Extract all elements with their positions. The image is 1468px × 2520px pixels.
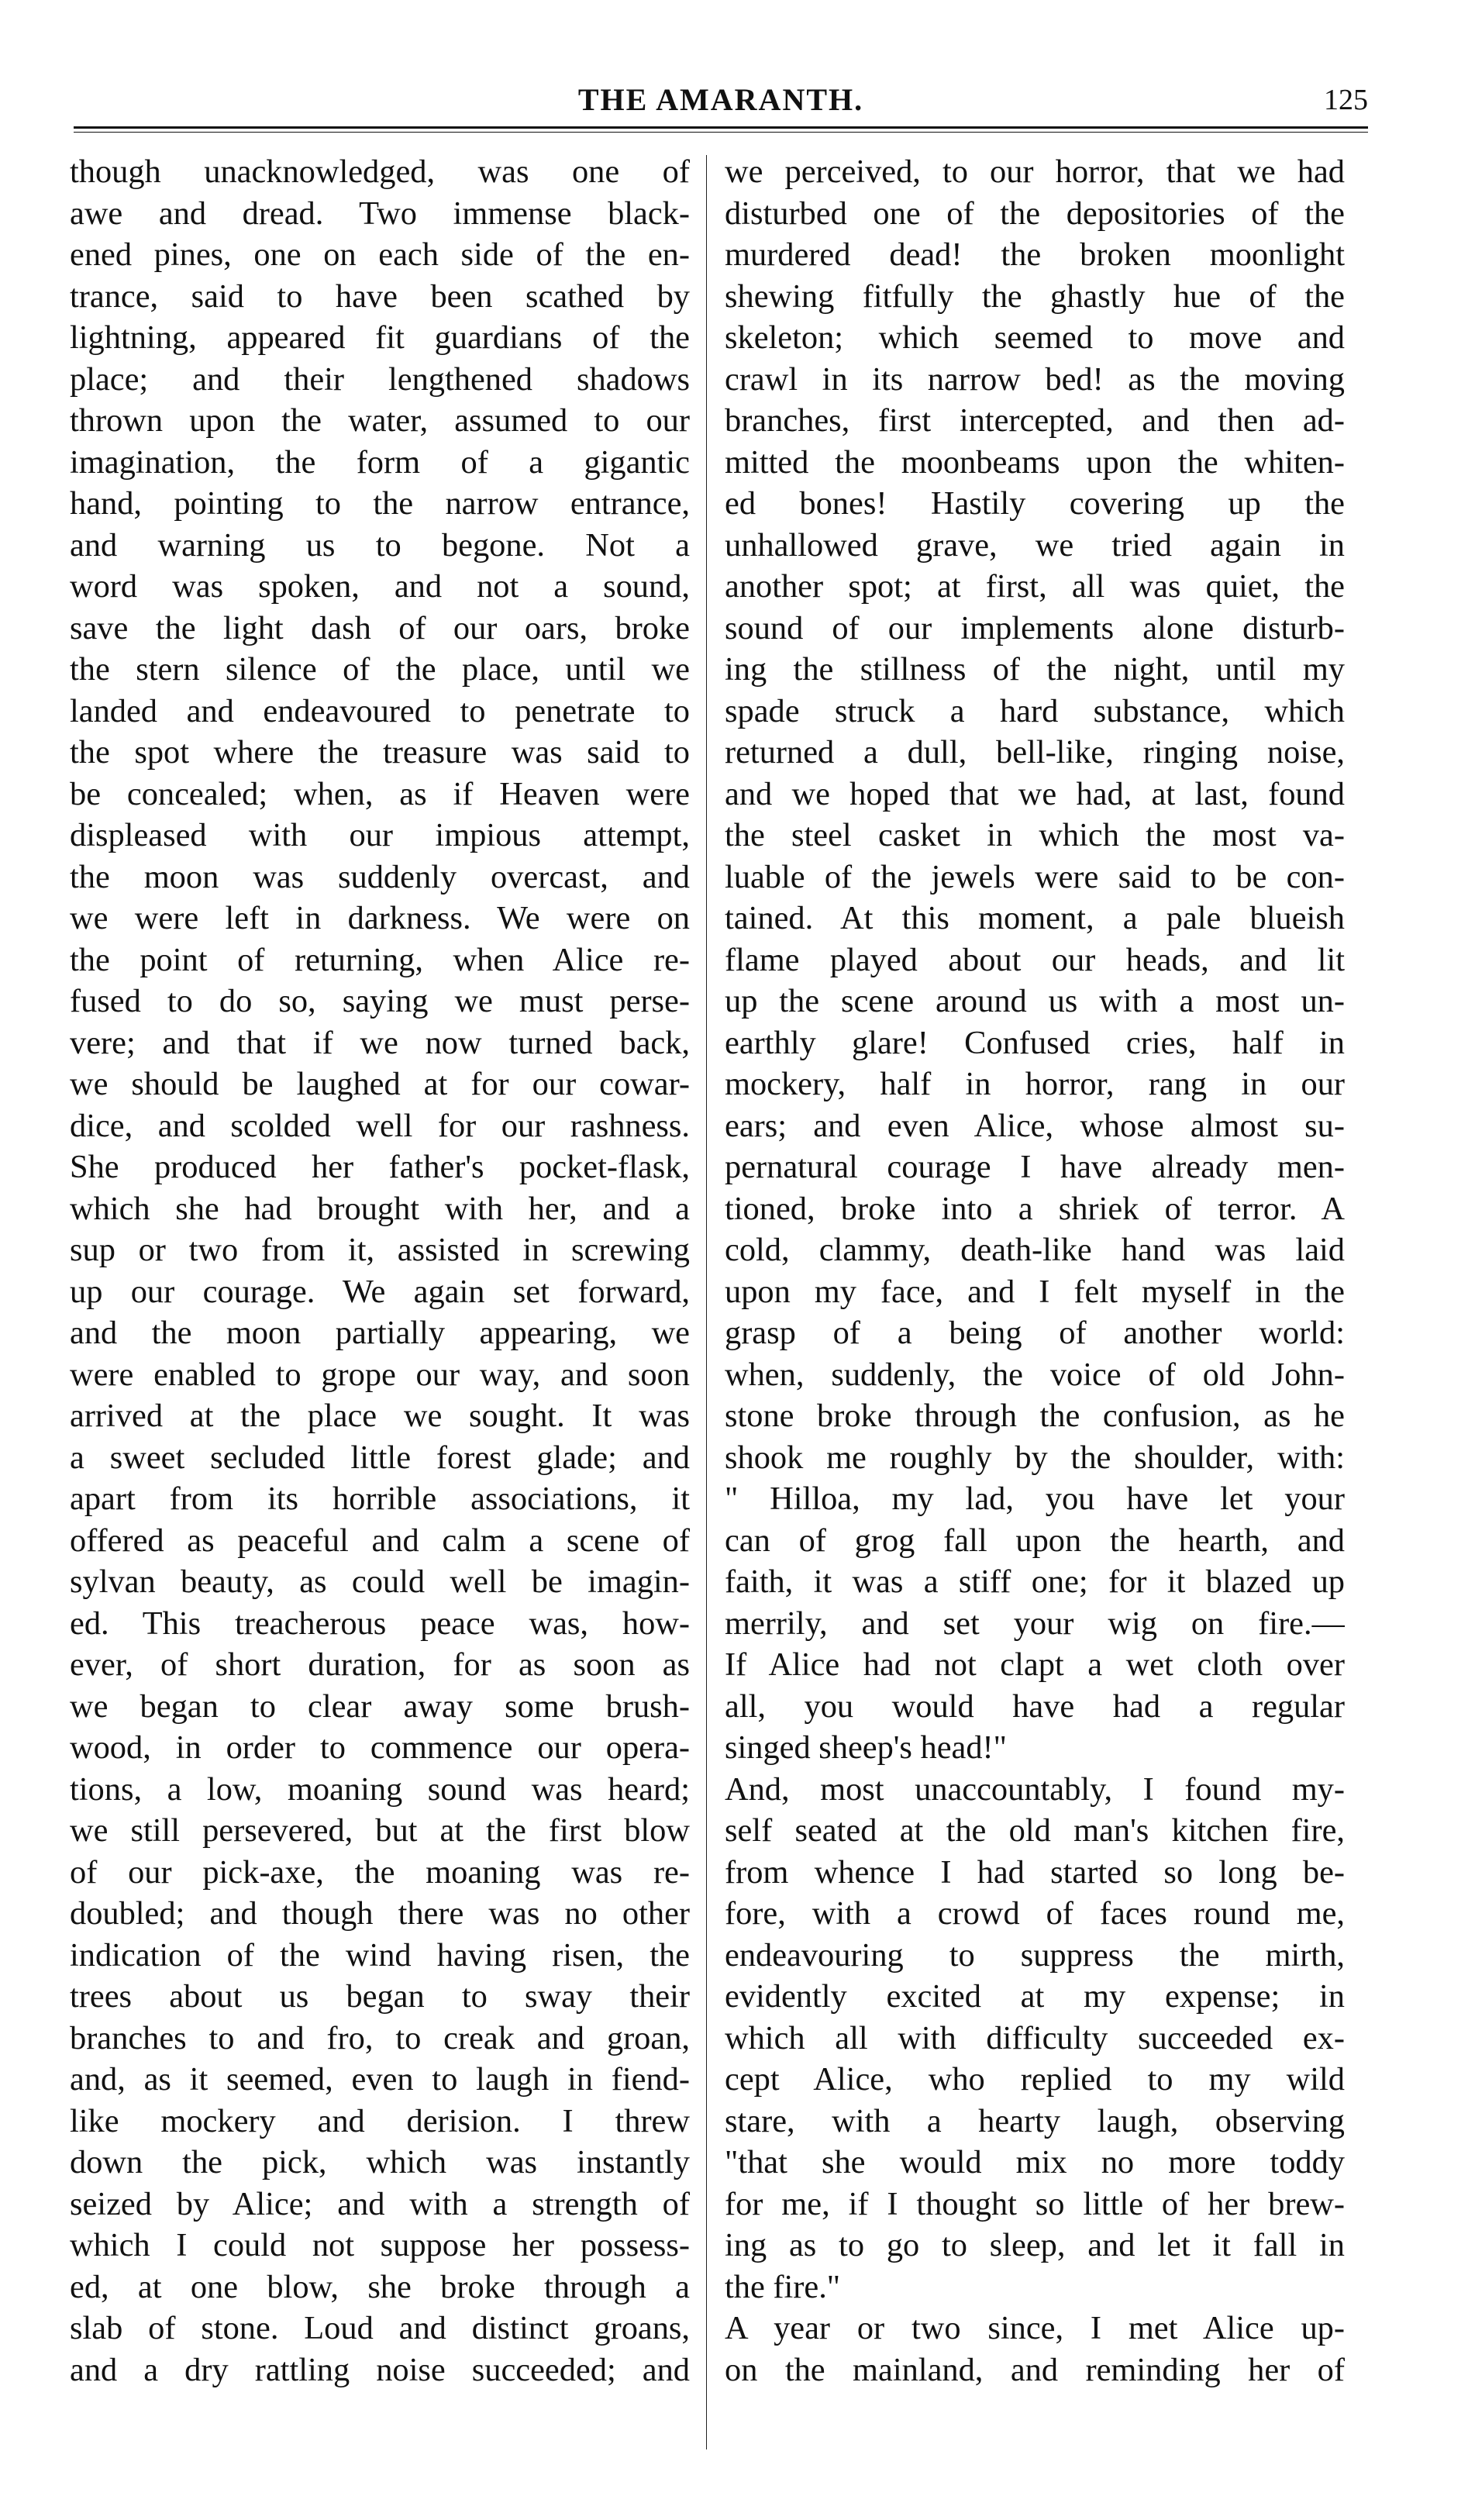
text-line: the moon was suddenly overcast, and: [70, 858, 690, 895]
text-line: lightning, appeared fit guardians of the: [70, 319, 690, 356]
text-line: If Alice had not clapt a wet cloth over: [725, 1646, 1345, 1683]
text-line: grasp of a being of another world:: [725, 1315, 1345, 1351]
text-line: we should be laughed at for our cowar-: [70, 1066, 690, 1102]
text-line: disturbed one of the depositories of the: [725, 195, 1345, 232]
text-line: ing the stillness of the night, until my: [725, 651, 1345, 688]
text-line: apart from its horrible associations, it: [70, 1481, 690, 1517]
text-line: hand, pointing to the narrow entrance,: [70, 485, 690, 522]
text-line: the stern silence of the place, until we: [70, 651, 690, 688]
text-line: crawl in its narrow bed! as the moving: [725, 360, 1345, 398]
text-line: from whence I had started so long be-: [725, 1853, 1345, 1891]
text-line: wood, in order to commence our opera-: [70, 1729, 690, 1766]
text-line: " Hilloa, my lad, you have let your: [725, 1481, 1345, 1517]
text-line: And, most unaccountably, I found my-: [725, 1770, 1345, 1808]
text-line: stare, with a hearty laugh, observing: [725, 2102, 1345, 2139]
text-line: up the scene around us with a most un-: [725, 983, 1345, 1019]
text-line: arrived at the place we sought. It was: [70, 1398, 690, 1434]
text-line: branches, first intercepted, and then ad-: [725, 402, 1345, 439]
text-line: ed, at one blow, she broke through a: [70, 2268, 690, 2305]
text-line: flame played about our heads, and lit: [725, 941, 1345, 978]
text-line: A year or two since, I met Alice up-: [725, 2310, 1345, 2346]
text-line: can of grog fall upon the hearth, and: [725, 1522, 1345, 1559]
text-line: and the moon partially appearing, we: [70, 1315, 690, 1351]
text-line: merrily, and set your wig on fire.—: [725, 1605, 1345, 1642]
text-line: singed sheep's head!": [725, 1729, 1007, 1766]
text-line: ed bones! Hastily covering up the: [725, 485, 1345, 522]
text-line: shewing fitfully the ghastly hue of the: [725, 278, 1345, 315]
text-line: when, suddenly, the voice of old John-: [725, 1356, 1345, 1393]
text-line: unhallowed grave, we tried again in: [725, 526, 1345, 564]
text-line: sup or two from it, assisted in screwing: [70, 1232, 690, 1268]
text-line: of our pick-axe, the moaning was re-: [70, 1853, 690, 1891]
text-line: and we hoped that we had, at last, found: [725, 775, 1345, 812]
text-line: ears; and even Alice, whose almost su-: [725, 1107, 1345, 1144]
text-line: word was spoken, and not a sound,: [70, 568, 690, 605]
text-line: earthly glare! Confused cries, half in: [725, 1024, 1345, 1061]
text-line: thrown upon the water, assumed to our: [70, 402, 690, 439]
text-line: branches to and fro, to creak and groan,: [70, 2019, 690, 2056]
text-line: tioned, broke into a shriek of terror. A: [725, 1190, 1345, 1227]
text-line: the steel casket in which the most va-: [725, 817, 1345, 853]
text-line: tions, a low, moaning sound was heard;: [70, 1770, 690, 1808]
text-line: which all with difficulty succeeded ex-: [725, 2019, 1345, 2056]
text-line: luable of the jewels were said to be con-: [725, 858, 1345, 895]
text-line: we began to clear away some brush-: [70, 1687, 690, 1725]
text-line: stone broke through the confusion, as he: [725, 1398, 1345, 1434]
column-divider: [706, 155, 707, 2449]
text-line: sound of our implements alone disturb-: [725, 609, 1345, 646]
text-line: upon my face, and I felt myself in the: [725, 1273, 1345, 1310]
text-line: the fire.": [725, 2268, 841, 2305]
text-line: shook me roughly by the shoulder, with:: [725, 1439, 1345, 1476]
text-line: we were left in darkness. We were on: [70, 900, 690, 936]
text-line: the point of returning, when Alice re-: [70, 941, 690, 978]
text-line: endeavouring to suppress the mirth,: [725, 1936, 1345, 1974]
text-line: which she had brought with her, and a: [70, 1190, 690, 1227]
text-line: murdered dead! the broken moonlight: [725, 236, 1345, 273]
page-number: 125: [1324, 84, 1368, 116]
text-line: cept Alice, who replied to my wild: [725, 2061, 1345, 2098]
text-line: be concealed; when, as if Heaven were: [70, 775, 690, 812]
text-line: we still persevered, but at the first blow: [70, 1812, 690, 1849]
text-line: another spot; at first, all was quiet, the: [725, 568, 1345, 605]
text-line: trees about us began to sway their: [70, 1978, 690, 2015]
text-line: ing as to go to sleep, and let it fall in: [725, 2227, 1345, 2263]
text-line: though unacknowledged, was one of: [70, 153, 690, 190]
text-line: slab of stone. Loud and distinct groans,: [70, 2310, 690, 2346]
text-line: She produced her father's pocket-flask,: [70, 1149, 690, 1185]
text-line: vere; and that if we now turned back,: [70, 1024, 690, 1061]
text-line: on the mainland, and reminding her of: [725, 2351, 1345, 2388]
text-line: for me, if I thought so little of her brew-: [725, 2185, 1345, 2222]
text-line: doubled; and though there was no other: [70, 1895, 690, 1932]
text-line: all, you would have had a regular: [725, 1687, 1345, 1725]
text-line: and a dry rattling noise succeeded; and: [70, 2351, 690, 2388]
text-line: sylvan beauty, as could well be imagin-: [70, 1563, 690, 1600]
text-line: awe and dread. Two immense black-: [70, 195, 690, 232]
left-column: [70, 151, 690, 2469]
text-line: the spot where the treasure was said to: [70, 734, 690, 770]
text-line: place; and their lengthened shadows: [70, 360, 690, 398]
header-rule: [74, 126, 1368, 133]
text-line: displeased with our impious attempt,: [70, 817, 690, 853]
text-line: and warning us to begone. Not a: [70, 526, 690, 564]
text-line: down the pick, which was instantly: [70, 2144, 690, 2180]
text-line: mitted the moonbeams upon the whiten-: [725, 443, 1345, 481]
text-line: returned a dull, bell-like, ringing noise,: [725, 734, 1345, 770]
text-line: indication of the wind having risen, the: [70, 1936, 690, 1974]
text-line: fore, with a crowd of faces round me,: [725, 1895, 1345, 1932]
running-title: THE AMARANTH.: [577, 82, 864, 117]
text-line: pernatural courage I have already men-: [725, 1149, 1345, 1185]
text-line: mockery, half in horror, rang in our: [725, 1066, 1345, 1102]
text-line: ed. This treacherous peace was, how-: [70, 1605, 690, 1642]
text-line: evidently excited at my expense; in: [725, 1978, 1345, 2015]
text-line: seized by Alice; and with a strength of: [70, 2185, 690, 2222]
right-column: [725, 151, 1345, 2469]
text-line: dice, and scolded well for our rashness.: [70, 1107, 690, 1144]
text-line: save the light dash of our oars, broke: [70, 609, 690, 646]
text-line: we perceived, to our horror, that we had: [725, 153, 1345, 190]
page-header: [74, 74, 1368, 128]
text-line: fused to do so, saying we must perse-: [70, 983, 690, 1019]
text-line: and, as it seemed, even to laugh in fiend-: [70, 2061, 690, 2098]
text-line: offered as peaceful and calm a scene of: [70, 1522, 690, 1559]
text-line: trance, said to have been scathed by: [70, 278, 690, 315]
text-line: imagination, the form of a gigantic: [70, 443, 690, 481]
text-line: skeleton; which seemed to move and: [725, 319, 1345, 356]
text-line: like mockery and derision. I threw: [70, 2102, 690, 2139]
text-line: which I could not suppose her possess-: [70, 2227, 690, 2263]
text-line: "that she would mix no more toddy: [725, 2144, 1345, 2180]
text-line: ever, of short duration, for as soon as: [70, 1646, 690, 1683]
text-line: cold, clammy, death-like hand was laid: [725, 1232, 1345, 1268]
text-line: ened pines, one on each side of the en-: [70, 236, 690, 273]
text-line: spade struck a hard substance, which: [725, 692, 1345, 729]
text-line: tained. At this moment, a pale blueish: [725, 900, 1345, 936]
text-line: a sweet secluded little forest glade; and: [70, 1439, 690, 1476]
text-line: faith, it was a stiff one; for it blazed up: [725, 1563, 1345, 1600]
text-line: up our courage. We again set forward,: [70, 1273, 690, 1310]
text-line: landed and endeavoured to penetrate to: [70, 692, 690, 729]
text-line: were enabled to grope our way, and soon: [70, 1356, 690, 1393]
text-line: self seated at the old man's kitchen fire,: [725, 1812, 1345, 1849]
